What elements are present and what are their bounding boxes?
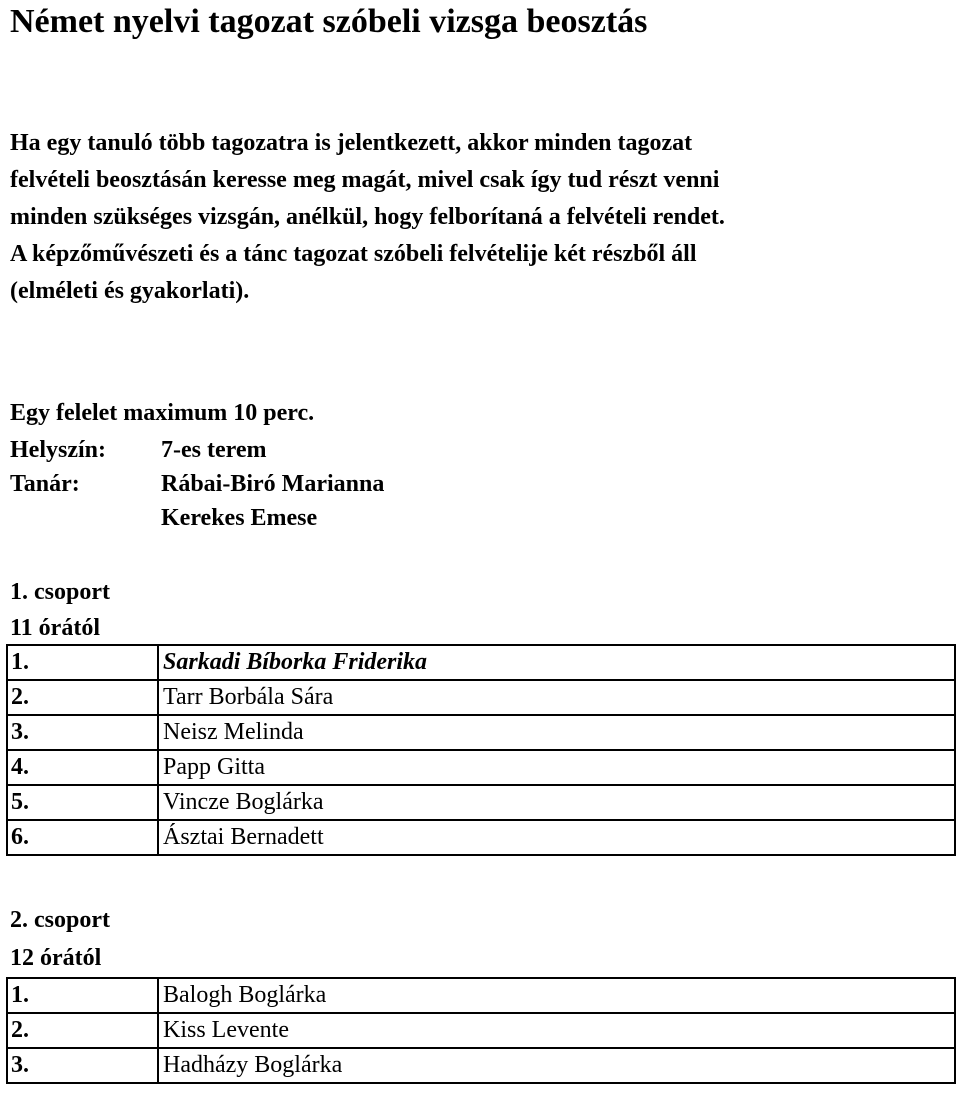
group-start-time: 11 órától: [10, 615, 100, 641]
student-number: 1.: [7, 645, 158, 680]
group-1-roster-table: [6, 644, 956, 856]
table-row: [7, 680, 955, 715]
table-row: [7, 715, 955, 750]
teacher-label: Tanár:: [10, 471, 80, 497]
student-number: 3.: [7, 715, 158, 750]
student-number: 5.: [7, 785, 158, 820]
intro-line: A képzőművészeti és a tánc tagozat szóbeli felvételije két részből áll: [10, 241, 697, 267]
student-number: 2.: [7, 1013, 158, 1048]
group-2-roster-table: [6, 977, 956, 1084]
intro-line: (elméleti és gyakorlati).: [10, 278, 250, 304]
student-name: Balogh Boglárka: [158, 978, 955, 1013]
student-name: Hadházy Boglárka: [158, 1048, 955, 1083]
student-name: Vincze Boglárka: [158, 785, 955, 820]
table-row: [7, 750, 955, 785]
intro-paragraph: [10, 125, 940, 310]
intro-line: felvételi beosztásán keresse meg magát, mivel csak így tud részt venni: [10, 167, 720, 193]
page-title: Német nyelvi tagozat szóbeli vizsga beosztás: [10, 3, 648, 40]
group-title: 1. csoport: [10, 579, 110, 605]
table-row: [7, 820, 955, 855]
student-name: Sarkadi Bíborka Friderika: [158, 645, 955, 680]
student-name: Neisz Melinda: [158, 715, 955, 750]
location-value: 7-es terem: [161, 437, 267, 463]
duration-note: Egy felelet maximum 10 perc.: [10, 400, 315, 426]
table-row: [7, 645, 955, 680]
student-number: 6.: [7, 820, 158, 855]
student-name: Papp Gitta: [158, 750, 955, 785]
student-number: 1.: [7, 978, 158, 1013]
intro-line: minden szükséges vizsgán, anélkül, hogy felborítaná a felvételi rendet.: [10, 204, 725, 230]
table-row: [7, 785, 955, 820]
location-label: Helyszín:: [10, 437, 106, 463]
student-number: 3.: [7, 1048, 158, 1083]
group-title: 2. csoport: [10, 907, 110, 933]
student-number: 4.: [7, 750, 158, 785]
table-row: [7, 1048, 955, 1083]
teacher-name: Kerekes Emese: [161, 505, 318, 531]
teacher-name: Rábai-Biró Marianna: [161, 471, 385, 497]
student-name: Ásztai Bernadett: [158, 820, 955, 855]
student-name: Tarr Borbála Sára: [158, 680, 955, 715]
table-row: [7, 978, 955, 1013]
group-start-time: 12 órától: [10, 945, 102, 971]
student-number: 2.: [7, 680, 158, 715]
intro-line: Ha egy tanuló több tagozatra is jelentkezett, akkor minden tagozat: [10, 130, 693, 156]
student-name: Kiss Levente: [158, 1013, 955, 1048]
table-row: [7, 1013, 955, 1048]
